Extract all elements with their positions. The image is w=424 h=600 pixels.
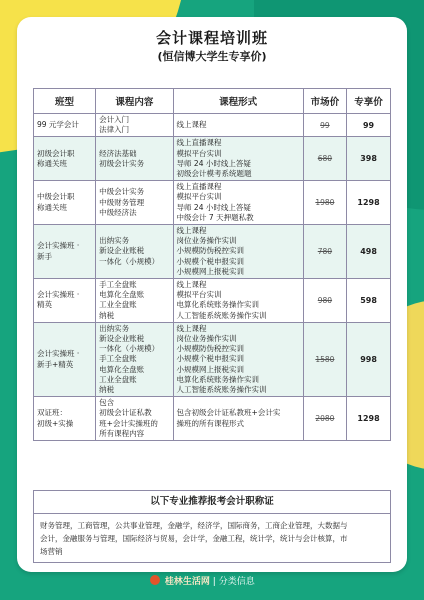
cell-content-line: 一体化（小规模） — [99, 256, 160, 266]
cell-form — [173, 322, 303, 396]
cell-content-line: 会计入门 — [99, 115, 130, 124]
cell-exclusive-price: 99 — [347, 114, 391, 137]
cell-content-line: 中级财务管理 — [99, 197, 145, 207]
cell-market-price — [303, 114, 346, 137]
table-row — [34, 279, 391, 323]
cell-class — [34, 322, 96, 396]
cell-content-line: 法律入门 — [99, 125, 130, 135]
cell-content — [96, 137, 173, 181]
cell-content-line: 包含 — [99, 398, 115, 408]
cell-market-price — [303, 279, 346, 323]
table-row — [34, 397, 391, 441]
header-market-price: 市场价 — [303, 89, 346, 114]
market-price-value: 2080 — [315, 414, 335, 424]
cell-form-line: 小规模个税申报实训 — [176, 256, 245, 266]
cell-content-line: 班+会计实操班的 — [99, 418, 158, 428]
market-price-value: 780 — [317, 247, 333, 257]
cell-class-line: 会计实操班 · — [37, 349, 80, 359]
cell-class-line: 会计实操班 · — [37, 290, 80, 300]
cell-class-line: 99 元学会计 — [37, 120, 79, 130]
cell-form-line: 包含初级会计证私教班+会计实 — [176, 408, 281, 418]
majors-line: 会计，金融服务与管理，国际经济与贸易，会计学，金融工程，统计学，统计与会计核算，市 — [40, 534, 348, 543]
cell-form-line: 初级会计模考系统题题 — [176, 169, 252, 179]
footer-brand[interactable]: 桂林生活网 — [164, 577, 210, 587]
market-price-value: 1980 — [315, 198, 335, 208]
cell-class — [34, 114, 96, 137]
cell-content-line: 纳税 — [99, 385, 115, 395]
cell-exclusive-price: 1298 — [347, 397, 391, 441]
cell-form-line: 小规模防伪税控实训 — [176, 246, 245, 256]
cell-content — [96, 114, 173, 137]
cell-class-line: 中级会计职 — [37, 192, 75, 202]
cell-form — [173, 181, 303, 225]
title-block — [140, 28, 284, 82]
cell-form-line: 小规模网上报税实训 — [176, 266, 245, 276]
cell-class-line: 初级+实操 — [37, 418, 74, 428]
header-form: 课程形式 — [173, 89, 303, 114]
cell-content — [96, 181, 173, 225]
cell-class-line: 新手 — [37, 251, 52, 261]
table-body — [34, 114, 391, 441]
cell-form-line: 模拟平台实训 — [176, 290, 222, 300]
cell-form — [173, 225, 303, 279]
table-header-row — [34, 89, 391, 114]
cell-form-line: 线上直播课程 — [176, 138, 222, 148]
cell-content-line: 手工全盘账 — [99, 280, 137, 290]
cell-market-price — [303, 137, 346, 181]
page-title: 会计课程培训班 — [155, 29, 268, 47]
cell-form-line: 人工智能系统账务操作实训 — [176, 310, 267, 320]
majors-line: 财务管理，工商管理，公共事业管理，金融学，经济学，国际商务，工商企业管理，大数据与 — [40, 521, 348, 530]
cell-content — [96, 322, 173, 396]
cell-form-line: 操班的所有课程形式 — [176, 418, 245, 428]
header-class: 班型 — [34, 89, 96, 114]
cell-market-price — [303, 397, 346, 441]
cell-class-line: 称通关班 — [37, 202, 67, 212]
cell-form-line: 电算化系统账务操作实训 — [176, 374, 260, 384]
cell-class — [34, 279, 96, 323]
cell-content-line: 工业全盘账 — [99, 300, 137, 310]
cell-form-line: 线上课程 — [176, 226, 207, 236]
cell-form-line: 线上课程 — [176, 280, 207, 290]
cell-market-price — [303, 181, 346, 225]
cell-class — [34, 137, 96, 181]
cell-form-line: 电算化系统账务操作实训 — [176, 300, 260, 310]
cell-form-line: 小规模网上报税实训 — [176, 364, 245, 374]
cell-form-line: 岗位业务操作实训 — [176, 334, 237, 344]
cell-class — [34, 181, 96, 225]
cell-form-line: 模拟平台实训 — [176, 148, 222, 158]
cell-class — [34, 225, 96, 279]
footer — [150, 574, 255, 590]
cell-content — [96, 279, 173, 323]
market-price-value: 99 — [320, 120, 330, 130]
market-price-value: 980 — [317, 295, 333, 305]
cell-class — [34, 397, 96, 441]
table-row — [34, 225, 391, 279]
cell-exclusive-price: 998 — [347, 322, 391, 396]
footer-divider: | — [212, 577, 216, 587]
cell-content-line: 新设企业账税 — [99, 246, 145, 256]
cell-form-line: 线上直播课程 — [176, 182, 222, 192]
header-exclusive-price: 专享价 — [347, 89, 391, 114]
cell-content-line: 电算化全盘账 — [99, 290, 145, 300]
cell-form-line: 导师 24 小时线上答疑 — [176, 202, 251, 212]
cell-exclusive-price: 598 — [347, 279, 391, 323]
table-row — [34, 322, 391, 396]
page-subtitle: (恒信博大学生专享价) — [157, 50, 267, 63]
majors-line: 场营销 — [40, 547, 63, 556]
cell-exclusive-price: 398 — [347, 137, 391, 181]
cell-form — [173, 114, 303, 137]
cell-market-price — [303, 225, 346, 279]
cell-content-line: 纳税 — [99, 310, 115, 320]
cell-content — [96, 225, 173, 279]
table-row — [34, 137, 391, 181]
cell-class-line: 新手+精英 — [37, 359, 74, 369]
cell-form-line: 中级会计 7 天押题私教 — [176, 212, 254, 222]
cell-form-line: 小规模个税申报实训 — [176, 354, 245, 364]
recommend-heading: 以下专业推荐报考会计职称证 — [33, 490, 391, 514]
cell-form-line: 线上课程 — [176, 323, 207, 333]
cell-form — [173, 137, 303, 181]
cell-content-line: 工业全盘账 — [99, 374, 137, 384]
cell-content-line: 经济法基础 — [99, 148, 137, 158]
cell-content-line: 中级会计实务 — [99, 187, 145, 197]
cell-market-price — [303, 322, 346, 396]
cell-content-line: 所有课程内容 — [99, 428, 145, 438]
market-price-value: 1580 — [315, 355, 335, 365]
cell-content-line: 电算化全盘账 — [99, 364, 145, 374]
cell-exclusive-price: 1298 — [347, 181, 391, 225]
table-row — [34, 114, 391, 137]
cell-class-line: 双证班： — [37, 408, 67, 418]
cell-exclusive-price: 498 — [347, 225, 391, 279]
footer-section[interactable]: 分类信息 — [218, 577, 255, 587]
cell-class-line: 称通关班 — [37, 158, 67, 168]
cell-content-line: 中级经济法 — [99, 207, 137, 217]
cell-content-line: 手工全盘账 — [99, 354, 137, 364]
cell-class-line: 精英 — [37, 300, 52, 310]
cell-form-line: 小规模防伪税控实训 — [176, 344, 245, 354]
cell-form-line: 线上课程 — [176, 120, 207, 130]
header-content: 课程内容 — [96, 89, 173, 114]
cell-class-line: 初级会计职 — [37, 148, 75, 158]
recommend-section — [33, 490, 391, 564]
cell-form-line: 导师 24 小时线上答疑 — [176, 158, 251, 168]
cell-form-line: 模拟平台实训 — [176, 192, 222, 202]
cell-content-line: 出纳实务 — [99, 236, 130, 246]
market-price-value: 680 — [317, 154, 333, 164]
cell-form — [173, 279, 303, 323]
cell-content-line: 出纳实务 — [99, 323, 130, 333]
cell-content — [96, 397, 173, 441]
course-table — [33, 88, 391, 441]
cell-form-line: 岗位业务操作实训 — [176, 236, 237, 246]
site-logo-icon — [150, 575, 160, 585]
cell-class-line: 会计实操班 · — [37, 241, 80, 251]
cell-form-line: 人工智能系统账务操作实训 — [176, 385, 267, 395]
recommend-majors — [33, 514, 391, 563]
table-row — [34, 181, 391, 225]
cell-content-line: 一体化（小规模） — [99, 344, 160, 354]
cell-content-line: 初级会计实务 — [99, 158, 145, 168]
cell-content-line: 新设企业账税 — [99, 334, 145, 344]
cell-content-line: 初级会计证私教 — [99, 408, 152, 418]
cell-form — [173, 397, 303, 441]
